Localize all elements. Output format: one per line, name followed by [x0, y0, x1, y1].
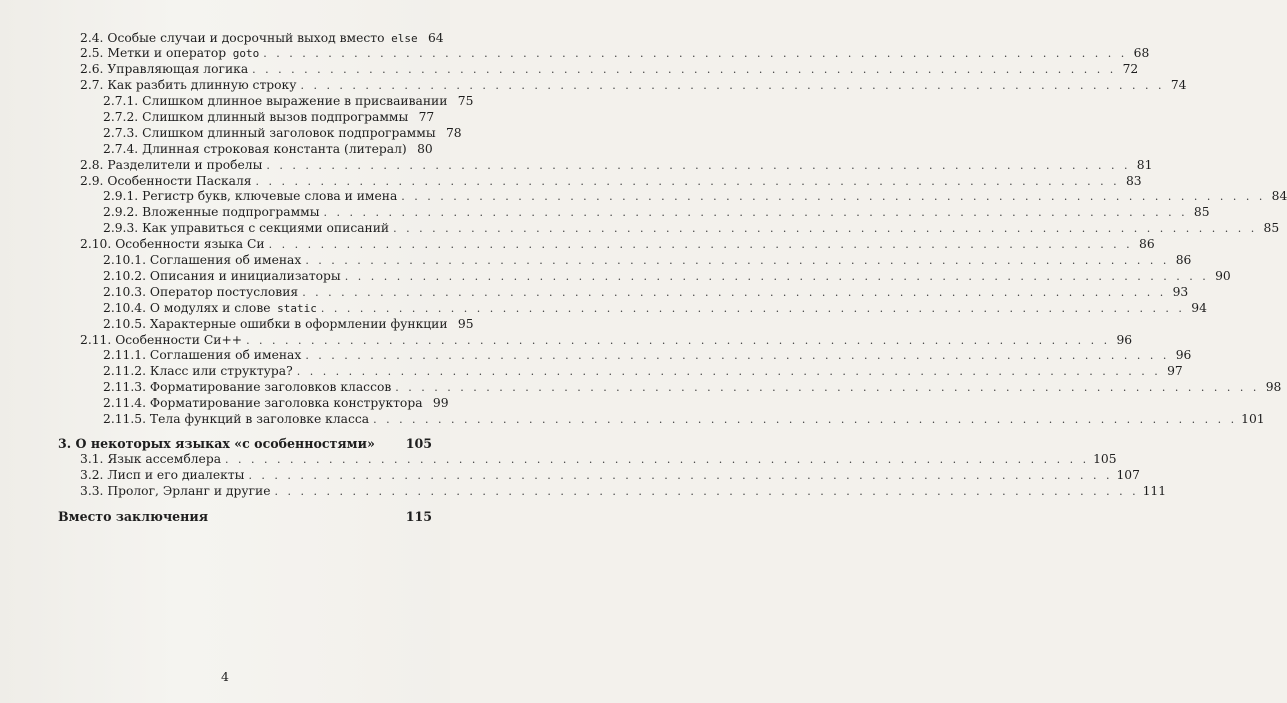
toc-entry-page: 99 — [432, 396, 449, 410]
toc-entry-title: Вместо заключения — [58, 509, 209, 524]
toc-entry-page: 93 — [1172, 285, 1189, 299]
toc-entry[interactable] — [103, 301, 1207, 316]
toc-entry-page: 96 — [1175, 348, 1192, 362]
toc-entry[interactable] — [103, 317, 474, 332]
toc-entry[interactable] — [103, 412, 1265, 427]
toc-entry-page: 78 — [445, 126, 462, 140]
toc-entry[interactable] — [103, 253, 1192, 268]
dot-leader — [297, 364, 1161, 379]
dot-leader — [252, 62, 1116, 77]
toc-entry-page: 98 — [1265, 380, 1282, 394]
dot-leader — [345, 269, 1209, 284]
toc-entry-page: 105 — [1093, 452, 1117, 466]
toc-entry-title: 2.10. Особенности языка Си — [80, 237, 265, 251]
toc-entry-title: 2.11.2. Класс или структура? — [103, 364, 293, 378]
toc-entry-title: 3.3. Пролог, Эрланг и другие — [80, 484, 271, 498]
toc-entry[interactable] — [103, 94, 474, 109]
toc-entry[interactable] — [80, 237, 1155, 252]
toc-entry-page: 95 — [457, 317, 474, 331]
toc-entry-code: else — [384, 32, 418, 45]
toc-entry-page: 86 — [1175, 253, 1192, 267]
toc-entry-title: 2.11.4. Форматирование заголовка конструктора — [103, 396, 423, 410]
toc-entry-title: 2.7.2. Слишком длинный вызов подпрограммы — [103, 110, 409, 124]
toc-entry-title: 2.10.4. О модулях и слове — [103, 301, 271, 315]
toc-entry-page: 77 — [418, 110, 435, 124]
dot-leader — [373, 412, 1237, 427]
toc-entry-page: 107 — [1116, 468, 1140, 482]
toc-entry-page: 101 — [1241, 412, 1265, 426]
toc-entry[interactable] — [103, 396, 449, 411]
toc-entry-title: 3.1. Язык ассемблера — [80, 452, 222, 466]
toc-entry[interactable] — [80, 452, 1117, 467]
dot-leader — [263, 46, 1127, 61]
toc-entry[interactable] — [103, 285, 1189, 300]
dot-leader — [275, 484, 1139, 499]
dot-leader — [324, 205, 1188, 220]
toc-entry-title: 2.5. Метки и оператор — [80, 46, 227, 60]
toc-entry-title: 2.9.3. Как управиться с секциями описаний — [103, 221, 390, 235]
toc-entry-title: 2.8. Разделители и пробелы — [80, 158, 263, 172]
dot-leader — [269, 237, 1133, 252]
toc-entry[interactable] — [80, 174, 1142, 189]
toc-entry-title: 3. О некоторых языках «с особенностями» — [58, 436, 375, 451]
dot-leader — [246, 333, 1110, 348]
dot-leader — [266, 158, 1130, 173]
toc-entry-page: 80 — [417, 142, 433, 156]
toc-entry-page: 90 — [1215, 269, 1231, 283]
toc-entry-code: static — [270, 302, 317, 315]
toc-entry-title: 2.11.3. Форматирование заголовков классов — [103, 380, 392, 394]
toc-entry[interactable] — [80, 46, 1150, 61]
toc-entry-title: 2.9. Особенности Паскаля — [80, 174, 252, 188]
toc-entry-page: 86 — [1139, 237, 1155, 251]
toc-entry[interactable] — [103, 348, 1192, 363]
toc-entry-page: 84 — [1271, 189, 1287, 203]
toc-entry[interactable] — [103, 126, 462, 141]
dot-leader — [256, 174, 1120, 189]
toc-entry-title: 2.11.5. Тела функций в заголовке класса — [103, 412, 370, 426]
dot-leader — [300, 78, 1164, 93]
toc-entry[interactable] — [58, 436, 432, 451]
dot-leader — [321, 301, 1185, 316]
toc-entry-title: 2.10.2. Описания и инициализаторы — [103, 269, 341, 283]
toc-entry-page: 68 — [1133, 46, 1150, 60]
toc-entry-page: 94 — [1191, 301, 1207, 315]
dot-leader — [401, 189, 1265, 204]
toc-entry-title: 2.7. Как разбить длинную строку — [80, 78, 297, 92]
toc-entry-page: 72 — [1122, 62, 1139, 76]
toc-entry-page: 85 — [1193, 205, 1210, 219]
toc-entry[interactable] — [103, 110, 435, 125]
toc-entry-page: 83 — [1125, 174, 1142, 188]
toc-entry-page: 81 — [1136, 158, 1153, 172]
toc-entry[interactable] — [103, 205, 1210, 220]
toc-entry-page: 74 — [1170, 78, 1187, 92]
toc-entry[interactable] — [103, 380, 1282, 395]
toc-entry-title: 2.10.1. Соглашения об именах — [103, 253, 302, 267]
toc-entry-title: 2.11.1. Соглашения об именах — [103, 348, 302, 362]
toc-entry[interactable] — [80, 333, 1133, 348]
dot-leader — [393, 221, 1257, 236]
toc-entry-title: 2.10.3. Оператор постусловия — [103, 285, 299, 299]
toc-entry-title: 2.9.2. Вложенные подпрограммы — [103, 205, 320, 219]
toc-entry-page: 75 — [457, 94, 474, 108]
dot-leader — [248, 468, 1112, 483]
toc-entry[interactable] — [58, 509, 432, 524]
toc-entry-title: 2.11. Особенности Си++ — [80, 333, 243, 347]
toc-entry[interactable] — [80, 78, 1187, 93]
toc-entry-title: 2.7.1. Слишком длинное выражение в присваивании — [103, 94, 448, 108]
toc-entry-page: 111 — [1142, 484, 1167, 498]
toc-entry[interactable] — [80, 484, 1167, 499]
toc-entry[interactable] — [80, 62, 1139, 77]
toc-entry-title: 2.9.1. Регистр букв, ключевые слова и имена — [103, 189, 398, 203]
dot-leader — [305, 253, 1169, 268]
page-number: 4 — [221, 669, 229, 684]
toc-entry[interactable] — [80, 31, 444, 46]
toc-entry-page: 85 — [1263, 221, 1280, 235]
toc-entry[interactable] — [103, 142, 432, 157]
toc-entry[interactable] — [80, 468, 1140, 483]
toc-entry[interactable] — [103, 364, 1183, 379]
toc-entry[interactable] — [80, 158, 1153, 173]
toc-entry-page: 105 — [405, 436, 432, 451]
toc-entry[interactable] — [103, 269, 1231, 284]
toc-entry-title: 2.4. Особые случаи и досрочный выход вместо — [80, 31, 385, 45]
toc-entry-page: 96 — [1116, 333, 1133, 347]
dot-leader — [302, 285, 1166, 300]
toc-entry-page: 64 — [427, 31, 444, 45]
toc-entry-title: 2.7.4. Длинная строковая константа (литерал) — [103, 142, 407, 156]
toc-entry-page: 97 — [1167, 364, 1183, 378]
toc-entry-title: 2.10.5. Характерные ошибки в оформлении функции — [103, 317, 448, 331]
dot-leader — [305, 348, 1169, 363]
toc-entry[interactable] — [103, 221, 1280, 236]
toc-entry-page: 115 — [405, 509, 432, 524]
toc-entry[interactable] — [103, 189, 1287, 204]
toc-entry-title: 2.6. Управляющая логика — [80, 62, 249, 76]
dot-leader — [395, 380, 1259, 395]
toc-entry-title: 2.7.3. Слишком длинный заголовок подпрограммы — [103, 126, 436, 140]
dot-leader — [225, 452, 1089, 467]
toc-entry-title: 3.2. Лисп и его диалекты — [80, 468, 245, 482]
toc-entry-code: goto — [226, 47, 260, 60]
